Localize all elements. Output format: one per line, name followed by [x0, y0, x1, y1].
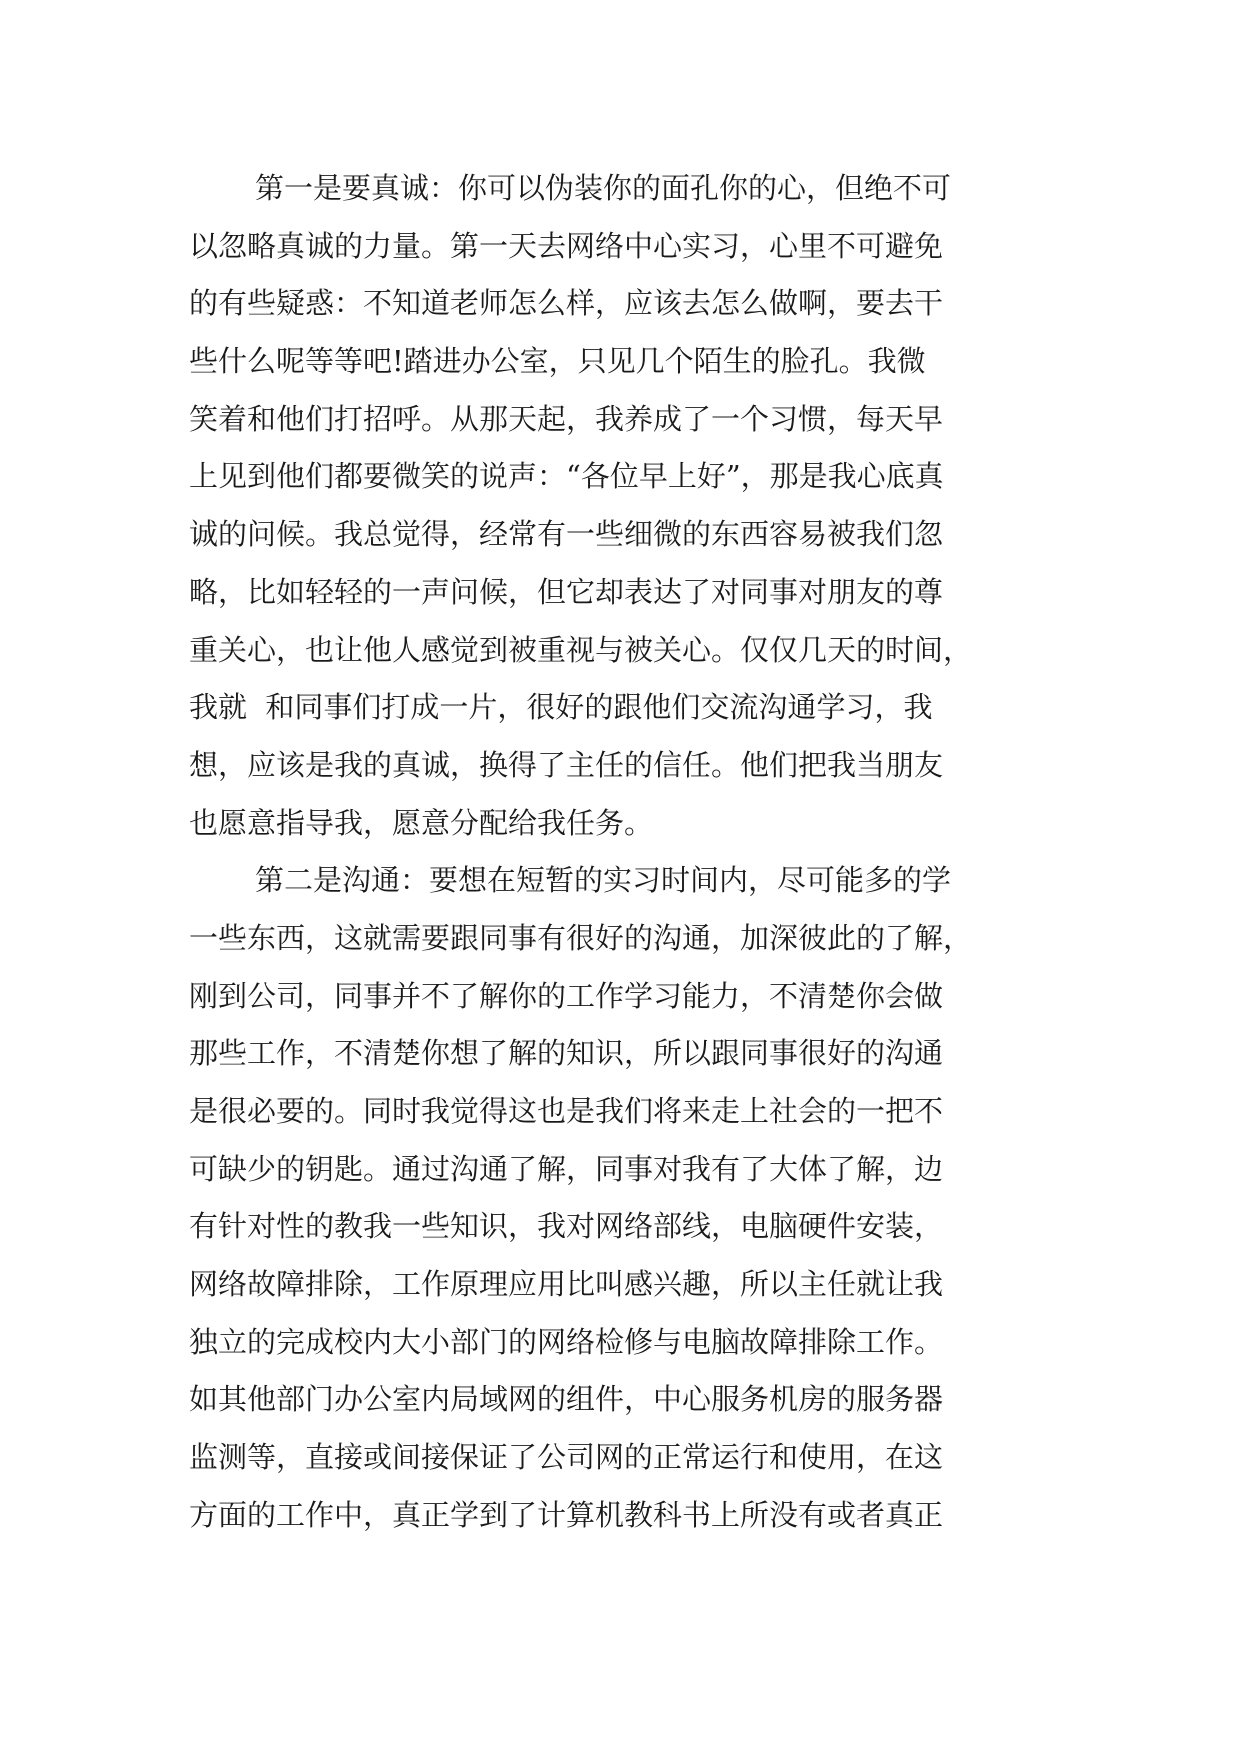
- paragraph-1-line-4: 些什么呢等等吧!踏进办公室，只见几个陌生的脸孔。我微: [189, 344, 926, 379]
- paragraph-2-line-4: 那些工作，不清楚你想了解的知识，所以跟同事很好的沟通: [189, 1036, 944, 1071]
- paragraph-2-line-2: 一些东西，这就需要跟同事有很好的沟通，加深彼此的了解，: [189, 920, 973, 955]
- paragraph-1-line-2: 以忽略真诚的力量。第一天去网络中心实习，心里不可避免: [189, 228, 944, 263]
- paragraph-1-line-12: 也愿意指导我，愿意分配给我任务。: [189, 805, 654, 840]
- paragraph-2-line-7: 有针对性的教我一些知识，我对网络部线，电脑硬件安装，: [189, 1209, 944, 1244]
- paragraph-1-line-10: 我就 和同事们打成一片，很好的跟他们交流沟通学习，我: [189, 690, 933, 725]
- paragraph-1-line-5: 笑着和他们打招呼。从那天起，我养成了一个习惯，每天早: [189, 401, 944, 436]
- paragraph-2-line-11: 监测等，直接或间接保证了公司网的正常运行和使用，在这: [189, 1440, 944, 1475]
- body-text: [189, 160, 1059, 1545]
- paragraph-2-line-6: 可缺少的钥匙。通过沟通了解，同事对我有了大体了解，边: [189, 1151, 944, 1186]
- paragraph-1-line-11: 想，应该是我的真诚，换得了主任的信任。他们把我当朋友: [189, 747, 944, 782]
- paragraph-1-line-9: 重关心，也让他人感觉到被重视与被关心。仅仅几天的时间，: [189, 632, 973, 667]
- paragraph-2-line-1: 第二是沟通：要想在短暂的实习时间内，尽可能多的学: [255, 863, 952, 898]
- paragraph-1-line-3: 的有些疑惑：不知道老师怎么样，应该去怎么做啊，要去干: [189, 286, 944, 321]
- paragraph-2-line-10: 如其他部门办公室内局域网的组件，中心服务机房的服务器: [189, 1382, 944, 1417]
- paragraph-1-line-1: 第一是要真诚：你可以伪装你的面孔你的心，但绝不可: [255, 171, 952, 205]
- paragraph-2-line-5: 是很必要的。同时我觉得这也是我们将来走上社会的一把不: [189, 1094, 944, 1128]
- paragraph-1-line-7: 诚的问候。我总觉得，经常有一些细微的东西容易被我们忽: [189, 517, 944, 552]
- paragraph-2-line-12: 方面的工作中，真正学到了计算机教科书上所没有或者真正: [189, 1497, 944, 1532]
- paragraph-2-line-8: 网络故障排除，工作原理应用比叫感兴趣，所以主任就让我: [189, 1267, 944, 1302]
- paragraph-1-line-8: 略，比如轻轻的一声问候，但它却表达了对同事对朋友的尊: [189, 574, 944, 609]
- paragraph-1-line-6: 上见到他们都要微笑的说声：“各位早上好”，那是我心底真: [189, 459, 944, 494]
- paragraph-2-line-9: 独立的完成校内大小部门的网络检修与电脑故障排除工作。: [189, 1324, 944, 1359]
- paragraph-2-line-3: 刚到公司，同事并不了解你的工作学习能力，不清楚你会做: [189, 978, 944, 1013]
